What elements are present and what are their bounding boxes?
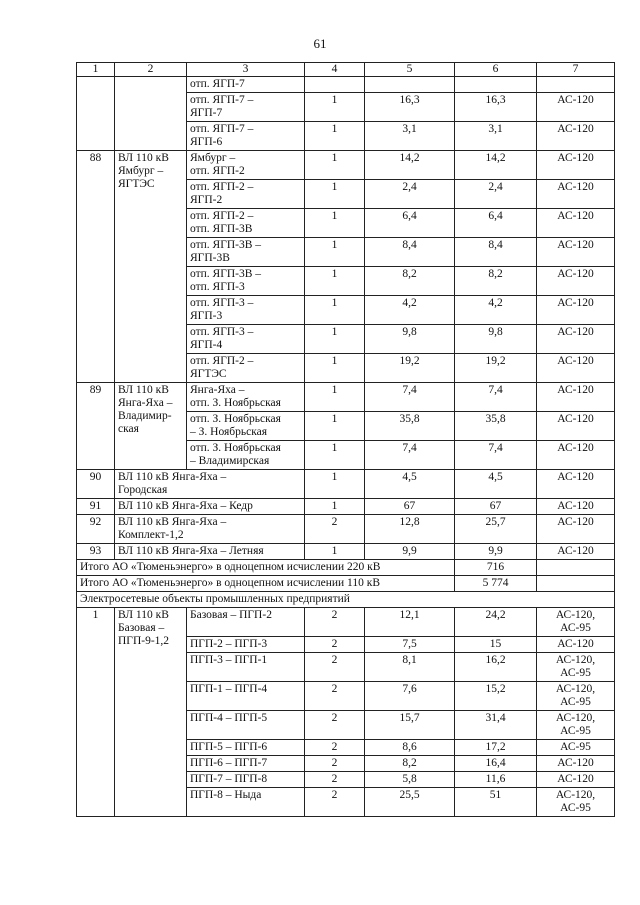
table-cell: АС-120, АС-95	[537, 653, 615, 682]
table-cell: 1	[305, 238, 365, 267]
table-row	[77, 151, 615, 180]
table-row	[77, 383, 615, 412]
table-cell: 19,2	[455, 354, 537, 383]
table-cell: 6,4	[365, 209, 455, 238]
table-cell: АС-120	[537, 151, 615, 180]
table-cell: 1	[305, 470, 365, 499]
table-cell: 1	[305, 544, 365, 560]
table-cell: 1	[305, 151, 365, 180]
table-cell: АС-120	[537, 209, 615, 238]
table-cell: 2	[305, 637, 365, 653]
table-cell: 2,4	[455, 180, 537, 209]
power-lines-table	[76, 62, 615, 817]
line-number: 1	[77, 608, 115, 817]
column-header: 5	[365, 63, 455, 77]
table-cell	[537, 576, 615, 592]
segment-cell: Янга-Яха – отп. З. Ноябрьская	[187, 383, 305, 412]
table-cell: 67	[455, 499, 537, 515]
table-cell: 3,1	[455, 122, 537, 151]
table-cell: 15,2	[455, 682, 537, 711]
line-number: 92	[77, 515, 115, 544]
table-cell: 2	[305, 740, 365, 756]
table-cell: АС-120	[537, 267, 615, 296]
table-cell: 15,7	[365, 711, 455, 740]
line-name: ВЛ 110 кВ Янга-Яха – Комплект-1,2	[115, 515, 305, 544]
table-cell: АС-120, АС-95	[537, 711, 615, 740]
table-cell: 12,8	[365, 515, 455, 544]
table-cell: 67	[365, 499, 455, 515]
table-cell: АС-120	[537, 772, 615, 788]
segment-cell: отп. З. Ноябрьская – З. Ноябрьская	[187, 412, 305, 441]
segment-cell: Ямбург – отп. ЯГП-2	[187, 151, 305, 180]
table-cell: 7,5	[365, 637, 455, 653]
table-cell: 2,4	[365, 180, 455, 209]
table-cell: 1	[305, 180, 365, 209]
line-name: ВЛ 110 кВ Янга-Яха – Летняя	[115, 544, 305, 560]
table-row	[77, 499, 615, 515]
line-number: 93	[77, 544, 115, 560]
table-cell: 17,2	[455, 740, 537, 756]
table-cell: 2	[305, 608, 365, 637]
line-number: 91	[77, 499, 115, 515]
segment-cell: ПГП-2 – ПГП-3	[187, 637, 305, 653]
table-cell: АС-120	[537, 383, 615, 412]
table-cell: 35,8	[455, 412, 537, 441]
table-cell: 1	[305, 122, 365, 151]
table-cell: 12,1	[365, 608, 455, 637]
table-cell: 1	[305, 354, 365, 383]
table-cell	[455, 77, 537, 93]
table-row	[77, 515, 615, 544]
table-cell: АС-120	[537, 756, 615, 772]
table-cell: АС-95	[537, 740, 615, 756]
table-cell: АС-120	[537, 238, 615, 267]
table-cell: 8,6	[365, 740, 455, 756]
segment-cell: ПГП-6 – ПГП-7	[187, 756, 305, 772]
line-name: ВЛ 110 кВ Базовая – ПГП-9-1,2	[115, 608, 187, 817]
line-name: ВЛ 110 кВ Ямбург – ЯГТЭС	[115, 151, 187, 383]
table-cell: АС-120	[537, 499, 615, 515]
segment-cell: отп. ЯГП-2 – ЯГП-2	[187, 180, 305, 209]
line-number: 89	[77, 383, 115, 470]
table-cell: 2	[305, 788, 365, 817]
table-cell: 4,2	[455, 296, 537, 325]
total-label: Итого АО «Тюменьэнерго» в одноцепном исчислении 220 кВ	[77, 560, 455, 576]
table-cell	[77, 77, 115, 151]
table-cell: 16,3	[455, 93, 537, 122]
table-cell: 9,9	[455, 544, 537, 560]
table-cell: 7,4	[455, 383, 537, 412]
table-cell: АС-120	[537, 296, 615, 325]
segment-cell: ПГП-4 – ПГП-5	[187, 711, 305, 740]
segment-cell: отп. ЯГП-2 – ЯГТЭС	[187, 354, 305, 383]
page-number: 61	[313, 36, 327, 51]
total-value: 5 774	[455, 576, 537, 592]
table-cell: 7,4	[365, 383, 455, 412]
table-cell: 2	[305, 711, 365, 740]
table-cell: АС-120	[537, 544, 615, 560]
line-number: 88	[77, 151, 115, 383]
total-row	[77, 576, 615, 592]
table-cell: 1	[305, 441, 365, 470]
table-cell: 8,4	[455, 238, 537, 267]
table-cell: 1	[305, 93, 365, 122]
table-cell: 19,2	[365, 354, 455, 383]
column-header: 1	[77, 63, 115, 77]
table-cell: 14,2	[365, 151, 455, 180]
table-cell: 2	[305, 653, 365, 682]
line-name: ВЛ 110 кВ Янга-Яха – Владимир- ская	[115, 383, 187, 470]
column-header: 2	[115, 63, 187, 77]
table-cell: 14,2	[455, 151, 537, 180]
table-cell: 8,4	[365, 238, 455, 267]
segment-cell: отп. ЯГП-3 – ЯГП-3	[187, 296, 305, 325]
segment-cell: отп. З. Ноябрьская – Владимирская	[187, 441, 305, 470]
table-cell: 35,8	[365, 412, 455, 441]
table-cell: 31,4	[455, 711, 537, 740]
section-title: Электросетевые объекты промышленных предприятий	[77, 592, 615, 608]
table-cell: 1	[305, 412, 365, 441]
table-cell: 11,6	[455, 772, 537, 788]
table-cell: 5,8	[365, 772, 455, 788]
total-value: 716	[455, 560, 537, 576]
table-cell: 25,5	[365, 788, 455, 817]
segment-cell: отп. ЯГП-3 – ЯГП-4	[187, 325, 305, 354]
table-cell: АС-120	[537, 515, 615, 544]
table-cell: 16,3	[365, 93, 455, 122]
table-cell: 8,2	[455, 267, 537, 296]
table-cell: 2	[305, 682, 365, 711]
table-row	[77, 608, 615, 637]
table-cell: 4,5	[455, 470, 537, 499]
table-cell: 8,2	[365, 267, 455, 296]
segment-cell: ПГП-3 – ПГП-1	[187, 653, 305, 682]
table-cell: АС-120	[537, 180, 615, 209]
table-cell: 1	[305, 383, 365, 412]
table-cell: АС-120	[537, 441, 615, 470]
column-header: 7	[537, 63, 615, 77]
table-cell: АС-120, АС-95	[537, 682, 615, 711]
header-row	[77, 63, 615, 77]
table-cell: 1	[305, 325, 365, 354]
table-cell	[537, 77, 615, 93]
table-cell: 16,4	[455, 756, 537, 772]
table-cell: 1	[305, 267, 365, 296]
table-cell: 1	[305, 499, 365, 515]
table-cell: 1	[305, 209, 365, 238]
table-cell: 1	[305, 296, 365, 325]
column-header: 6	[455, 63, 537, 77]
table-cell: АС-120, АС-95	[537, 788, 615, 817]
section-row	[77, 592, 615, 608]
table-cell	[365, 77, 455, 93]
table-cell: 3,1	[365, 122, 455, 151]
line-name: ВЛ 110 кВ Янга-Яха – Городская	[115, 470, 305, 499]
table-cell: 24,2	[455, 608, 537, 637]
table-cell	[115, 77, 187, 151]
column-header: 4	[305, 63, 365, 77]
table-cell: 8,2	[365, 756, 455, 772]
table-cell: 9,8	[365, 325, 455, 354]
segment-cell: отп. ЯГП-7	[187, 77, 305, 93]
table-cell: 7,6	[365, 682, 455, 711]
segment-cell: отп. ЯГП-7 – ЯГП-6	[187, 122, 305, 151]
segment-cell: отп. ЯГП-3В – отп. ЯГП-3	[187, 267, 305, 296]
table-cell: 2	[305, 756, 365, 772]
table-cell	[305, 77, 365, 93]
table-cell: 4,2	[365, 296, 455, 325]
table-cell: 8,1	[365, 653, 455, 682]
column-header: 3	[187, 63, 305, 77]
segment-cell: ПГП-1 – ПГП-4	[187, 682, 305, 711]
table-cell: 15	[455, 637, 537, 653]
total-label: Итого АО «Тюменьэнерго» в одноцепном исчислении 110 кВ	[77, 576, 455, 592]
table-cell: АС-120, АС-95	[537, 608, 615, 637]
table-cell	[537, 560, 615, 576]
segment-cell: отп. ЯГП-3В – ЯГП-3В	[187, 238, 305, 267]
table-cell: 2	[305, 515, 365, 544]
table-cell: АС-120	[537, 325, 615, 354]
table-cell: 9,8	[455, 325, 537, 354]
segment-cell: ПГП-7 – ПГП-8	[187, 772, 305, 788]
segment-cell: отп. ЯГП-7 – ЯГП-7	[187, 93, 305, 122]
line-name: ВЛ 110 кВ Янга-Яха – Кедр	[115, 499, 305, 515]
table-cell: 2	[305, 772, 365, 788]
table-cell: 9,9	[365, 544, 455, 560]
segment-cell: Базовая – ПГП-2	[187, 608, 305, 637]
table-cell: 4,5	[365, 470, 455, 499]
segment-cell: ПГП-5 – ПГП-6	[187, 740, 305, 756]
table-row	[77, 544, 615, 560]
table-cell: 7,4	[455, 441, 537, 470]
segment-cell: ПГП-8 – Ныда	[187, 788, 305, 817]
table-cell: 7,4	[365, 441, 455, 470]
table-cell: 16,2	[455, 653, 537, 682]
table-cell: 6,4	[455, 209, 537, 238]
total-row	[77, 560, 615, 576]
table-cell: АС-120	[537, 470, 615, 499]
segment-cell: отп. ЯГП-2 – отп. ЯГП-3В	[187, 209, 305, 238]
table-cell: АС-120	[537, 93, 615, 122]
line-number: 90	[77, 470, 115, 499]
table-cell: 51	[455, 788, 537, 817]
table-cell: АС-120	[537, 637, 615, 653]
table-row	[77, 77, 615, 93]
table-cell: АС-120	[537, 412, 615, 441]
table-row	[77, 470, 615, 499]
table-cell: АС-120	[537, 122, 615, 151]
table-cell: АС-120	[537, 354, 615, 383]
table-cell: 25,7	[455, 515, 537, 544]
